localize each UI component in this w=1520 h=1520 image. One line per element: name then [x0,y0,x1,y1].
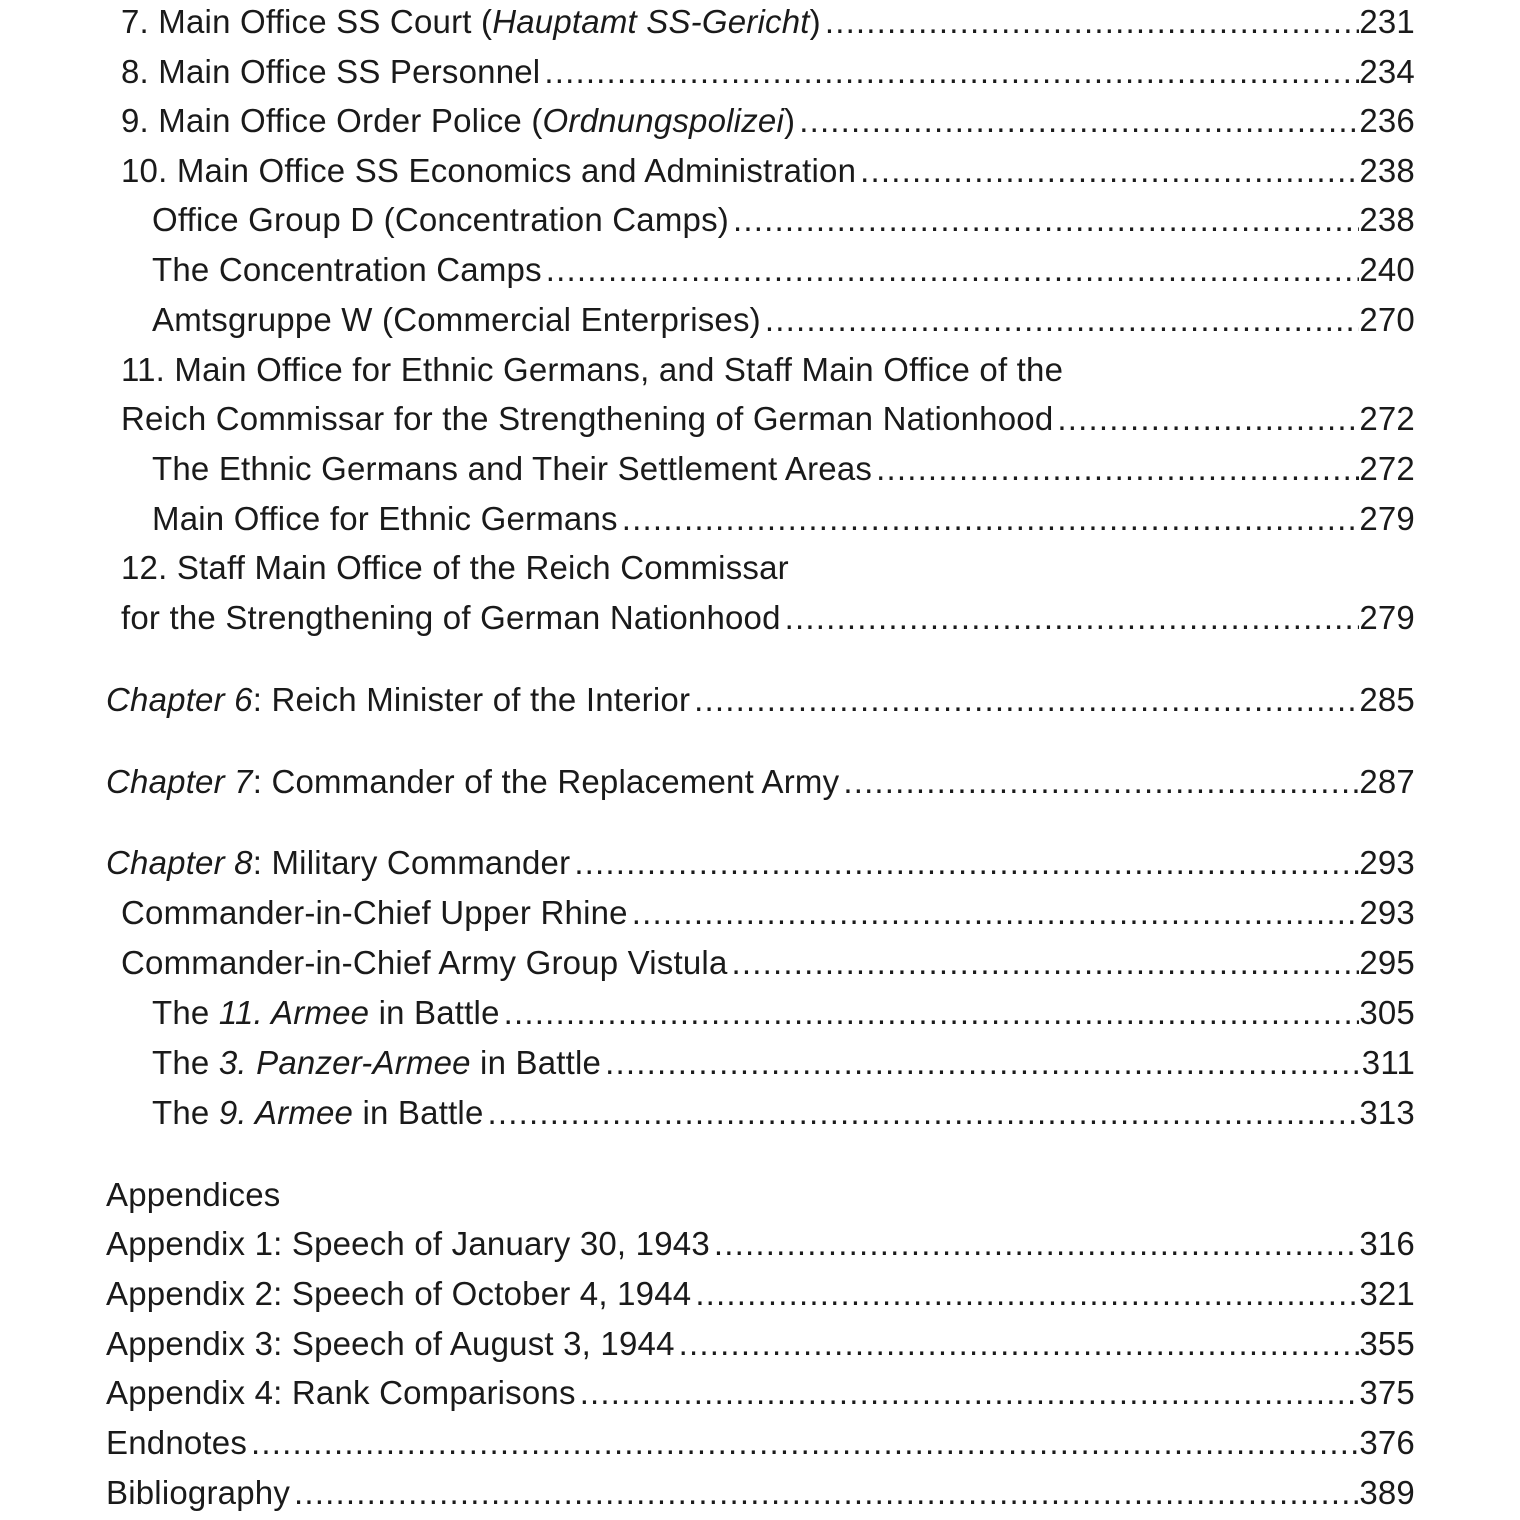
toc-entry-title [106,843,570,883]
dot-leader [290,1473,1359,1513]
toc-entry-title-part: 11. Main Office for Ethnic Germans, and Staff Main Office of the [121,351,1064,388]
dot-leader [795,101,1359,141]
toc-entry-title [121,151,856,191]
toc-entry [121,52,1415,92]
dot-leader [690,680,1359,720]
toc-entry-title-part: Amtsgruppe W (Commercial Enterprises) [152,301,761,338]
toc-entry-title-part: ) [809,3,821,40]
toc-entry [106,1473,1415,1513]
toc-entry-title-part: The Concentration Camps [152,251,542,288]
dot-leader [729,200,1359,240]
toc-entry-title-italic: Chapter 8 [106,844,253,881]
toc-entry-title-part: 10. Main Office SS Economics and Administration [121,152,857,189]
dot-leader [628,893,1360,933]
toc-entry-title [152,200,729,240]
toc-page-number: 238 [1359,201,1415,238]
toc-entry-title-italic: 9. Armee [218,1094,354,1131]
toc-entry [152,250,1415,290]
toc-entry-title-part: 7. Main Office SS Court ( [121,3,493,40]
toc-entry [121,598,1415,638]
toc-entry-title [106,1175,280,1215]
dot-leader [542,250,1360,290]
toc-entry [121,943,1415,983]
toc-entry [106,1175,280,1215]
toc-entry [121,893,1415,933]
toc-entry-title [152,1043,601,1083]
toc-entry-title [121,893,628,933]
toc-entry-title [121,52,540,92]
toc-page-number: 321 [1359,1275,1415,1312]
toc-entry [121,2,1415,42]
toc-entry-title-part: Appendices [106,1176,281,1213]
toc-page-number: 272 [1359,450,1415,487]
dot-leader [839,762,1359,802]
toc-page-number: 311 [1361,1044,1415,1081]
toc-entry [152,200,1415,240]
toc-page-number: 287 [1359,763,1415,800]
dot-leader [761,300,1359,340]
dot-leader [247,1423,1359,1463]
toc-entry-title-part: : Reich Minister of the Interior [252,681,691,718]
toc-entry-title [106,762,839,802]
toc-page-number: 240 [1359,251,1415,288]
toc-page-number: 279 [1359,599,1415,636]
toc-entry-title-part: Commander-in-Chief Upper Rhine [121,894,628,931]
dot-leader [675,1324,1360,1364]
toc-entry-title [152,993,500,1033]
toc-page-number: 234 [1359,53,1415,90]
toc-entry [106,843,1415,883]
toc-entry-title [121,101,795,141]
dot-leader [601,1043,1362,1083]
toc-entry [121,548,789,588]
toc-entry-title [152,1093,484,1133]
toc-entry-title [121,2,821,42]
toc-entry-title [106,1224,710,1264]
toc-page-number: 293 [1359,844,1415,881]
toc-entry [152,449,1415,489]
toc-entry [152,1093,1415,1133]
toc-entry-title-part: Bibliography [106,1474,291,1511]
dot-leader [1053,399,1359,439]
dot-leader [540,52,1359,92]
toc-entry-title-part: Office Group D (Concentration Camps) [152,201,729,238]
toc-entry-title-part: ) [784,102,796,139]
toc-entry-title-part: : Military Commander [252,844,571,881]
toc-entry-title [121,399,1053,439]
toc-entry-title-part: Appendix 4: Rank Comparisons [106,1374,576,1411]
toc-entry-title-part: Commander-in-Chief Army Group Vistula [121,944,728,981]
toc-entry-title [121,350,1063,390]
toc-entry-title-part: The [152,1044,219,1081]
toc-page-number: 375 [1359,1374,1415,1411]
toc-entry-title-italic: 11. Armee [218,994,370,1031]
toc-entry-title-italic: Ordnungspolizei [542,102,784,139]
toc-page-number: 316 [1359,1225,1415,1262]
toc-entry [106,1423,1415,1463]
toc-entry-title-part: The [152,1094,219,1131]
toc-entry-title-part: The Ethnic Germans and Their Settlement Areas [152,450,873,487]
toc-entry-title-italic: Chapter 7 [106,763,253,800]
toc-entry-title-part: 8. Main Office SS Personnel [121,53,541,90]
toc-page-number: 272 [1359,400,1415,437]
toc-entry-title [106,1423,247,1463]
toc-entry [152,993,1415,1033]
toc-entry [152,1043,1415,1083]
toc-page-number: 376 [1359,1424,1415,1461]
toc-entry-title-part: Appendix 2: Speech of October 4, 1944 [106,1275,692,1312]
toc-entry [121,350,1063,390]
dot-leader [691,1274,1359,1314]
toc-entry-title-part: in Battle [353,1094,484,1131]
toc-entry [152,499,1415,539]
toc-entry [121,101,1415,141]
toc-entry-title-part: The [152,994,219,1031]
toc-page-number: 238 [1359,152,1415,189]
dot-leader [500,993,1360,1033]
toc-page-number: 355 [1359,1325,1415,1362]
toc-entry-title-part: Main Office for Ethnic Germans [152,500,618,537]
dot-leader [570,843,1359,883]
toc-page-number: 295 [1359,944,1415,981]
toc-page-number: 293 [1359,894,1415,931]
toc-page-number: 236 [1359,102,1415,139]
toc-entry-title [121,548,789,588]
toc-entry [106,1324,1415,1364]
toc-entry-title [152,300,761,340]
toc-entry-title-part: Appendix 3: Speech of August 3, 1944 [106,1325,675,1362]
toc-entry-title [152,250,542,290]
toc-entry-title-part: 9. Main Office Order Police ( [121,102,543,139]
toc-entry-title [121,598,781,638]
toc-entry-title [152,449,872,489]
toc-page-number: 285 [1359,681,1415,718]
toc-entry-title [106,1373,576,1413]
toc-entry-title-part: Endnotes [106,1424,248,1461]
toc-entry-title-part: in Battle [369,994,500,1031]
toc-entry-title-italic: 3. Panzer-Armee [218,1044,471,1081]
toc-entry [152,300,1415,340]
toc-page-number: 279 [1359,500,1415,537]
toc-entry-title-part: : Commander of the Replacement Army [252,763,840,800]
toc-entry [121,151,1415,191]
toc-entry [106,1224,1415,1264]
toc-entry-title [106,1473,290,1513]
toc-entry [106,1274,1415,1314]
toc-entry [121,399,1415,439]
dot-leader [618,499,1360,539]
toc-entry-title-italic: Chapter 6 [106,681,253,718]
toc-entry [106,680,1415,720]
toc-entry-title-part: Appendix 1: Speech of January 30, 1943 [106,1225,710,1262]
toc-page-number: 231 [1359,3,1415,40]
toc-entry [106,1373,1415,1413]
toc-entry-title [152,499,618,539]
dot-leader [576,1373,1360,1413]
toc-entry-title-italic: Hauptamt SS-Gericht [492,3,810,40]
dot-leader [856,151,1359,191]
dot-leader [872,449,1359,489]
toc-page-number: 270 [1359,301,1415,338]
toc-entry-title [106,1324,675,1364]
toc-page-number: 313 [1359,1094,1415,1131]
toc-entry-title [106,680,690,720]
dot-leader [710,1224,1359,1264]
dot-leader [821,2,1360,42]
dot-leader [484,1093,1360,1133]
toc-page-number: 305 [1359,994,1415,1031]
toc-entry [106,762,1415,802]
toc-entry-title [121,943,728,983]
toc-entry-title-part: in Battle [470,1044,602,1081]
toc-entry-title-part: Reich Commissar for the Strengthening of German Nationhood [121,400,1054,437]
dot-leader [781,598,1360,638]
toc-entry-title-part: for the Strengthening of German Nationhood [121,599,781,636]
toc-entry-title-part: 12. Staff Main Office of the Reich Commissar [121,549,789,586]
dot-leader [728,943,1360,983]
toc-entry-title [106,1274,691,1314]
toc-page-number: 389 [1359,1474,1415,1511]
